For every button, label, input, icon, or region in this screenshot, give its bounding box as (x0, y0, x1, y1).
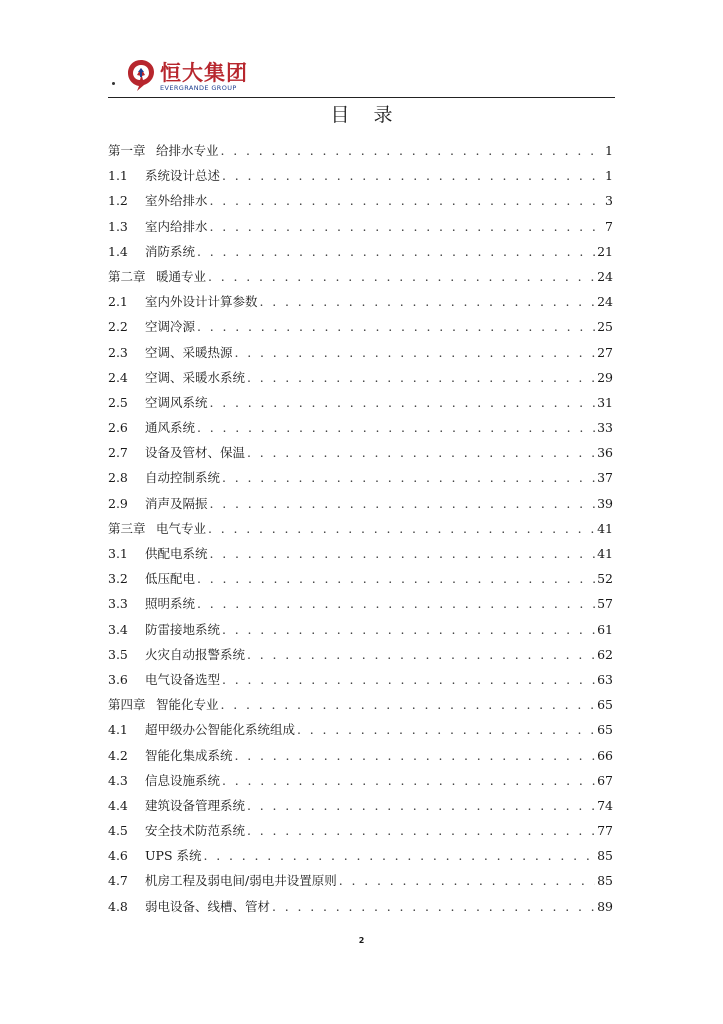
toc-entry-title: 通风系统 (145, 420, 196, 436)
toc-section-row[interactable] (108, 393, 613, 418)
toc-entry-page: 63 (597, 671, 613, 687)
toc-dot-leader (222, 470, 595, 485)
toc-entry-title: 消声及隔振 (145, 495, 208, 511)
toc-entry-page: 62 (597, 646, 613, 662)
toc-entry-page: 39 (597, 495, 613, 511)
toc-section-row[interactable] (108, 343, 613, 368)
toc-entry-number: 3.3 (108, 596, 128, 612)
toc-entry-number: 第三章 (108, 520, 146, 536)
toc-dot-leader (222, 168, 603, 183)
toc-entry-title: 弱电设备、线槽、管材 (145, 898, 271, 914)
toc-entry-number: 3.2 (108, 571, 128, 587)
toc-dot-leader (247, 798, 595, 813)
toc-entry-number: 2.4 (108, 369, 128, 385)
toc-section-row[interactable] (108, 191, 613, 216)
toc-entry-page: 41 (597, 520, 613, 536)
toc-entry-number: 2.5 (108, 394, 128, 410)
toc-entry-title: 设备及管材、保温 (145, 445, 246, 461)
toc-dot-leader (339, 873, 595, 888)
toc-entry-title: 室内给排水 (145, 218, 208, 234)
toc-entry-page: 25 (597, 319, 613, 335)
page-number: 2 (358, 936, 365, 945)
toc-entry-number: 第一章 (108, 143, 146, 158)
toc-entry-page: 1 (605, 168, 613, 184)
toc-entry-title: 火灾自动报警系统 (145, 646, 246, 662)
toc-chapter-row[interactable] (108, 141, 613, 166)
toc-entry-number: 3.1 (108, 546, 128, 561)
toc-entry-title: 智能化专业 (156, 697, 219, 713)
toc-dot-leader (210, 546, 596, 561)
toc-entry-page: 77 (597, 823, 613, 839)
toc-dot-leader (197, 596, 595, 611)
toc-section-row[interactable] (108, 796, 613, 821)
page-header (108, 56, 615, 98)
toc-chapter-row[interactable] (108, 519, 613, 544)
toc-section-row[interactable] (108, 166, 613, 191)
toc-entry-number: 4.1 (108, 722, 128, 738)
toc-entry-page: 1 (605, 143, 613, 158)
toc-dot-leader (203, 848, 595, 863)
toc-entry-title: 室外给排水 (145, 193, 208, 209)
toc-entry-title: 空调、采暖热源 (145, 344, 233, 360)
toc-section-row[interactable] (108, 292, 613, 317)
toc-entry-number: 第二章 (108, 268, 146, 284)
toc-dot-leader (210, 219, 604, 234)
toc-entry-number: 4.3 (108, 772, 128, 788)
toc-entry-number: 4.7 (108, 873, 128, 889)
toc-entry-page: 52 (597, 571, 613, 587)
logo-chinese-text: 恒大集团 (160, 61, 248, 85)
toc-dot-leader (210, 496, 596, 511)
toc-dot-leader (208, 521, 595, 536)
toc-entry-page: 41 (597, 546, 613, 561)
toc-dot-leader (247, 445, 595, 460)
toc-section-row[interactable] (108, 494, 613, 519)
toc-entry-title: 消防系统 (145, 243, 196, 259)
toc-entry-page: 65 (597, 722, 613, 738)
toc-entry-number: 2.2 (108, 319, 128, 335)
toc-dot-leader (235, 748, 596, 763)
toc-chapter-row[interactable] (108, 267, 613, 292)
toc-entry-title: 安全技术防范系统 (145, 823, 246, 839)
toc-entry-page: 67 (597, 772, 613, 788)
toc-entry-number: 1.4 (108, 243, 128, 259)
toc-entry-number: 2.8 (108, 470, 128, 486)
toc-section-row[interactable] (108, 670, 613, 695)
toc-section-row[interactable] (108, 871, 613, 896)
toc-entry-number: 4.4 (108, 797, 128, 813)
toc-entry-title: 建筑设备管理系统 (145, 797, 246, 813)
toc-entry-number: 2.1 (108, 294, 128, 310)
evergrande-logo-icon (126, 58, 156, 92)
toc-dot-leader (221, 143, 604, 158)
toc-entry-title: 信息设施系统 (145, 772, 221, 788)
toc-entry-page: 31 (597, 394, 613, 410)
toc-entry-title: 空调冷源 (145, 319, 196, 335)
toc-entry-page: 89 (597, 898, 613, 914)
toc-entry-page: 85 (597, 873, 613, 889)
toc-entry-page: 33 (597, 420, 613, 436)
toc-entry-number: 1.2 (108, 193, 128, 209)
toc-entry-number: 4.2 (108, 747, 128, 763)
toc-section-row[interactable] (108, 544, 613, 569)
toc-entry-number: 1.3 (108, 218, 128, 234)
toc-dot-leader (221, 697, 596, 712)
toc-entry-number: 2.7 (108, 445, 128, 461)
toc-chapter-row[interactable] (108, 695, 613, 720)
logo-english-text: EVERGRANDE GROUP (160, 84, 237, 92)
toc-entry-number: 4.6 (108, 848, 128, 864)
toc-entry-page: 36 (597, 445, 613, 461)
toc-entry-number: 2.6 (108, 420, 128, 436)
toc-entry-number: 3.5 (108, 646, 128, 662)
toc-section-row[interactable] (108, 620, 613, 645)
toc-entry-number: 2.9 (108, 495, 128, 511)
toc-entry-number: 3.4 (108, 621, 128, 637)
toc-section-row[interactable] (108, 217, 613, 242)
toc-section-row[interactable] (108, 468, 613, 493)
toc-dot-leader (197, 319, 595, 334)
toc-dot-leader (272, 899, 595, 914)
toc-entry-title: UPS 系统 (145, 848, 202, 864)
toc-entry-title: 电气设备选型 (145, 671, 221, 687)
toc-dot-leader (208, 269, 595, 284)
toc-dot-leader (222, 672, 595, 687)
toc-entry-page: 29 (597, 369, 613, 385)
toc-section-row[interactable] (108, 242, 613, 267)
toc-section-row[interactable] (108, 317, 613, 342)
toc-dot-leader (222, 773, 595, 788)
toc-entry-page: 24 (597, 294, 613, 310)
toc-entry-number: 2.3 (108, 344, 128, 360)
toc-dot-leader (247, 823, 595, 838)
toc-entry-page: 57 (597, 596, 613, 612)
toc-entry-title: 供配电系统 (145, 546, 208, 561)
toc-entry-title: 照明系统 (145, 596, 196, 612)
company-logo (126, 56, 276, 96)
toc-dot-leader (197, 244, 595, 259)
toc-entry-title: 智能化集成系统 (145, 747, 233, 763)
toc-section-row[interactable] (108, 645, 613, 670)
toc-section-row[interactable] (108, 443, 613, 468)
toc-section-row[interactable] (108, 846, 613, 871)
toc-entry-page: 65 (597, 697, 613, 713)
toc-entry-title: 空调、采暖水系统 (145, 369, 246, 385)
toc-dot-leader (210, 193, 604, 208)
toc-entry-title: 暖通专业 (156, 268, 207, 284)
header-divider (108, 97, 615, 98)
toc-entry-title: 超甲级办公智能化系统组成 (145, 722, 296, 738)
toc-dot-leader (247, 647, 595, 662)
toc-entry-title: 室内外设计计算参数 (145, 294, 258, 310)
toc-dot-leader (235, 345, 596, 360)
toc-entry-page: 27 (597, 344, 613, 360)
table-of-contents (108, 141, 613, 922)
toc-title: 目录 (330, 104, 417, 126)
toc-entry-page: 85 (597, 848, 613, 864)
toc-section-row[interactable] (108, 418, 613, 443)
toc-dot-leader (197, 420, 595, 435)
toc-dot-leader (260, 294, 596, 309)
toc-section-row[interactable] (108, 746, 613, 771)
toc-entry-page: 61 (597, 621, 613, 637)
toc-section-row[interactable] (108, 569, 613, 594)
toc-dot-leader (247, 370, 595, 385)
toc-entry-number: 1.1 (108, 168, 128, 184)
toc-entry-title: 空调风系统 (145, 394, 208, 410)
toc-section-row[interactable] (108, 821, 613, 846)
toc-dot-leader (297, 722, 595, 737)
toc-entry-number: 第四章 (108, 697, 146, 713)
toc-entry-page: 37 (597, 470, 613, 486)
toc-section-row[interactable] (108, 594, 613, 619)
toc-entry-title: 自动控制系统 (145, 470, 221, 486)
toc-section-row[interactable] (108, 368, 613, 393)
toc-entry-title: 低压配电 (145, 571, 196, 587)
toc-entry-number: 3.6 (108, 671, 128, 687)
toc-entry-page: 66 (597, 747, 613, 763)
toc-entry-title: 防雷接地系统 (145, 621, 221, 637)
toc-dot-leader (197, 571, 595, 586)
toc-entry-page: 21 (597, 243, 613, 259)
toc-entry-number: 4.5 (108, 823, 128, 839)
toc-entry-title: 给排水专业 (156, 143, 219, 158)
toc-section-row[interactable] (108, 771, 613, 796)
toc-entry-title: 机房工程及弱电间/弱电井设置原则 (145, 873, 337, 889)
header-dot (112, 82, 115, 85)
toc-entry-page: 3 (605, 193, 613, 209)
toc-entry-page: 74 (597, 797, 613, 813)
toc-entry-page: 24 (597, 268, 613, 284)
toc-entry-title: 系统设计总述 (145, 168, 221, 184)
toc-section-row[interactable] (108, 897, 613, 922)
toc-entry-page: 7 (605, 218, 613, 234)
toc-entry-title: 电气专业 (156, 520, 207, 536)
toc-dot-leader (222, 622, 595, 637)
toc-dot-leader (210, 395, 596, 410)
toc-entry-number: 4.8 (108, 898, 128, 914)
toc-section-row[interactable] (108, 720, 613, 745)
